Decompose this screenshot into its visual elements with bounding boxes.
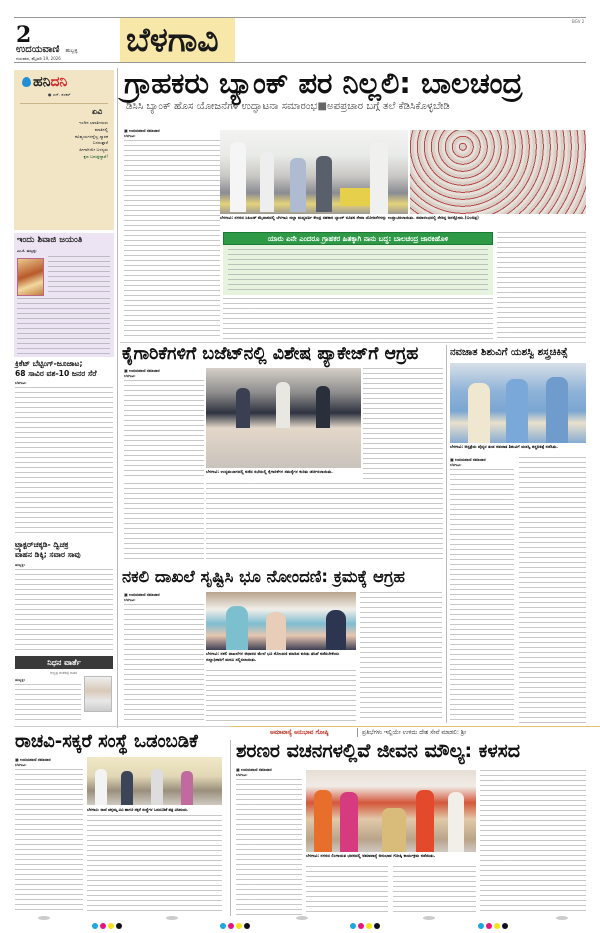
lamp-stand: [340, 188, 370, 206]
hanidani-logo: [22, 73, 67, 91]
person: [121, 771, 133, 805]
person: [506, 379, 528, 443]
sharana-caption: ಬೆಳಗಾವಿ: ನಗರದ ಲಿಂಗಾಯತ ಭವನದಲ್ಲಿ ಅಮಾವಾಸ್ಯೆ ಅನುಭಾವ ಗೋಷ್ಠಿ ಕಾರ್ಯಕ್ರಮ ನಡೆಯಿತು.: [306, 853, 436, 858]
industry-text-bottom: [206, 483, 443, 563]
magenta-dot: [486, 923, 492, 929]
surgery-text-col1: [450, 469, 514, 723]
black-dot: [502, 923, 508, 929]
accident-lead: ಹುಬ್ಬಳ್ಳಿ:: [15, 563, 26, 567]
land-byline: ■ ಉದಯವಾಣಿ ಸಮಾಚಾರ: [124, 592, 160, 597]
page-code: BGV 2: [572, 19, 585, 24]
lead-photo-crowd: [410, 130, 586, 214]
lead-text-col5: [497, 232, 586, 340]
surgery-caption: ಬೆಳಗಾವಿ: ಆಸ್ಪತ್ರೆಯ ವೈದ್ಯರ ತಂಡ ನವಜಾತ ಶಿಶುವಿಗೆ ಯಶಸ್ವಿ ಶಸ್ತ್ರಚಿಕಿತ್ಸೆ ನಡೆಸಿತು.: [450, 444, 558, 449]
land-text-bottom: [206, 670, 356, 722]
yellow-dot: [366, 923, 372, 929]
land-text-col1: [124, 604, 204, 722]
cyan-dot: [478, 923, 484, 929]
lead-photo-left: [220, 130, 408, 214]
strap-right: ಪ್ರತಿಭೆಗಳು ಇಲ್ಲಿಯೇ ಉಳಿದು ದೇಶ ಸೇವೆ ಮಾಡಲಿ: ಶ್ರೀ: [362, 729, 467, 736]
sharana-photo: [306, 770, 476, 852]
surgery-dateline: ಬೆಳಗಾವಿ:: [450, 463, 462, 467]
divider: [20, 103, 108, 104]
lead-text-bottom: [223, 298, 493, 340]
registration-mark: [556, 916, 568, 920]
paper-name: [16, 44, 78, 55]
industry-byline: ■ ಉದಯವಾಣಿ ಸಮಾಚಾರ: [124, 368, 160, 373]
land-photo: [206, 592, 356, 650]
accident-headline: [15, 540, 81, 560]
shivaji-portrait: [17, 258, 44, 296]
poem-line: ಕ್ಷಣ ಬದುಕ್ತಿದ್ದಾರೆ!: [83, 153, 108, 159]
person: [95, 769, 107, 805]
rcu-text-col1: [15, 769, 83, 914]
strap-left: ಅಮಾವಾಸ್ಯೆ ಅನುಭಾವ ಗೋಷ್ಠಿ: [270, 729, 329, 736]
surgery-text-col2: [519, 457, 586, 723]
lead-headline: ಗ್ರಾಹಕರು ಬ್ಯಾಂಕ್ ಪರ ನಿಲ್ಲಲಿ: ಬಾಲಚಂದ್ರ: [124, 66, 523, 100]
poem-title: ಏವಿ: [92, 107, 103, 116]
rcu-headline: ರಾಚವಿ-ಸಕ್ಕರೆ ಸಂಸ್ಥೆ ಒಡಂಬಡಿಕೆ: [15, 731, 198, 752]
sharana-headline: ಶರಣರ ವಚನಗಳಲ್ಲಿವೆ ಜೀವನ ಮೌಲ್ಯ: ಕಳಸದ: [236, 740, 521, 762]
poem-body: [22, 120, 108, 161]
person: [260, 152, 274, 212]
person: [316, 156, 332, 212]
poem-line: ಮಾತಿನಲ್ಲಿ: [94, 126, 108, 132]
obituary-banner: ನಿಧನ ವಾರ್ತೆ: [15, 656, 113, 669]
person: [316, 386, 330, 428]
registration-mark: [423, 916, 435, 920]
drop-icon: [22, 77, 31, 87]
accident-headline-2: ವಾಹನ ಡಿಕ್ಕಿ; ಸವಾರ ಸಾವು: [15, 550, 81, 559]
industry-dateline: ಬೆಳಗಾವಿ:: [124, 374, 136, 378]
accident-headline-1: ಟ್ರ್ಯಾಕ್ಟರ್‌ಚಕ್ಕಡಿ- ದ್ವಿಚಕ್ರ: [15, 540, 69, 549]
page-number: 2: [16, 22, 32, 48]
surgery-photo: [450, 363, 586, 443]
person: [266, 612, 286, 650]
highlight-box-body: [223, 245, 493, 295]
accident-text: [15, 569, 113, 653]
cricket-text: [15, 387, 113, 537]
logo-part-1: ಹನಿ: [33, 74, 51, 90]
column-rule: [117, 68, 118, 728]
cyan-dot: [220, 923, 226, 929]
person: [468, 383, 490, 443]
person: [416, 790, 434, 852]
lead-text-col1: [124, 140, 220, 340]
person-seated: [382, 808, 406, 852]
sharana-dateline: ಬೆಳಗಾವಿ:: [236, 773, 248, 777]
industry-text-col4: [363, 368, 443, 483]
sharana-text-col4: [393, 866, 476, 914]
person: [181, 771, 193, 805]
magenta-dot: [358, 923, 364, 929]
jayanti-title: ಇಂದು ಶಿವಾಜಿ ಜಯಂತಿ: [17, 235, 83, 245]
logo-part-2: ದನಿ: [50, 74, 68, 90]
person: [546, 377, 568, 443]
poem-line: ಹೀಗಾಗಿಯೇ ಬಳಸ್ಯರು: [79, 147, 108, 153]
poem-line: ಕವಿವ್ಯಯಗಳನ್ನೆಲ್ಲ ಸ್ಮಾರಕ: [75, 133, 108, 139]
person: [151, 769, 163, 805]
lead-caption: ಬೆಳಗಾವಿ: ನಗರದ ಸಿಪಿಎಡ್ ಮೈದಾನದಲ್ಲಿ ಬೆಳಗಾವಿ ಜಿಲ್ಲಾ ಮಧ್ಯವರ್ತಿ ಕೇಂದ್ರ ಸಹಕಾರ ಬ್ಯಾಂಕ್ ನೂತನ ಸೇವಾ ಯೋಜನೆಗಳನ್ನು ಉದ್ಘಾಟಿಸಲಾಯಿತು. ಸಮಾರಂಭದಲ್ಲಿ ಸೇರಿದ್ದ ಜನಸ್ತೋಮ.(ಬಲಚಿತ್ರ): [220, 215, 479, 220]
black-dot: [374, 923, 380, 929]
industry-text-col1: [124, 380, 204, 480]
person: [314, 790, 332, 852]
deck-part-2: ಅಪಪ್ರಚಾರ ಬಗ್ಗೆ ತಲೆ ಕೆಡಿಸಿಕೊಳ್ಳಬೇಡಿ: [326, 101, 450, 112]
cricket-headline-1: ಕ್ರಿಕೆಟ್ ಬೆಟ್ಟಿಂಗ್-ಜೂಜಾಟ;: [15, 359, 83, 368]
land-text-col4: [360, 592, 442, 722]
column-author: ● ಎನ್. ಶಂಕರ್: [48, 92, 71, 97]
jayanti-text: [48, 256, 110, 296]
sharana-byline: ■ ಉದಯವಾಣಿ ಸಮಾಚಾರ: [236, 767, 272, 772]
edition-tag: ಹುಬ್ಬಳ್ಳಿ: [65, 48, 78, 54]
paper-name-text: ಉದಯವಾಣಿ: [16, 44, 60, 55]
obituary-text: [15, 684, 81, 722]
person: [326, 610, 346, 650]
cmyk-marks: [478, 914, 510, 933]
person: [448, 792, 464, 852]
land-dateline: ಬೆಳಗಾವಿ:: [124, 598, 136, 602]
industry-headline: ಕೈಗಾರಿಕೆಗಳಿಗೆ ಬಜೆಟ್‌ನಲ್ಲಿ ವಿಶೇಷ ಪ್ಯಾಕೇಜ್‌ಗೆ ಆಗ್ರಹ: [122, 344, 419, 364]
person: [340, 792, 358, 852]
magenta-dot: [228, 923, 234, 929]
rcu-byline: ■ ಉದಯವಾಣಿ ಸಮಾಚಾರ: [15, 757, 51, 762]
deck-square-icon: ■: [317, 101, 327, 112]
poem-line: ಇಂದಿನ ಭಾರತೀಯರು: [79, 120, 108, 125]
jayanti-text-cont: [17, 298, 110, 355]
cricket-lead: ಬೆಳಗಾವಿ:: [15, 381, 27, 385]
cricket-headline-2: 68 ಸಾವಿರ ವಶ-10 ಜನರ ಸೆರೆ: [15, 369, 97, 378]
section-rule-bottom: [14, 726, 230, 727]
surgery-byline: ■ ಉದಯವಾಣಿ ಸಮಾಚಾರ: [450, 457, 486, 462]
cricket-headline: [15, 359, 97, 379]
lead-byline: ■ ಉದಯವಾಣಿ ಸಮಾಚಾರ: [124, 128, 160, 133]
surgery-headline: ನವಜಾತ ಶಿಶುವಿಗೆ ಯಶಸ್ವಿ ಶಸ್ತ್ರಚಿಕಿತ್ಸೆ: [450, 347, 568, 358]
strap-rule: [230, 726, 600, 727]
industry-photo: [206, 368, 361, 468]
column-rule-bottom: [230, 740, 231, 916]
registration-mark: [296, 916, 308, 920]
masthead-rule: [14, 62, 586, 63]
strap-separator: [357, 728, 358, 737]
cmyk-marks: [350, 914, 382, 933]
obituary-photo: [84, 676, 112, 712]
city-name: ಬೆಳಗಾವಿ: [126, 20, 219, 59]
top-rule: [14, 17, 586, 18]
yellow-dot: [494, 923, 500, 929]
cyan-dot: [350, 923, 356, 929]
person: [226, 606, 248, 650]
sharana-text-col5: [480, 770, 586, 914]
cmyk-marks: [220, 914, 252, 933]
industry-caption: ಬೆಳಗಾವಿ: ಉದ್ಯಮಬಾಗದಲ್ಲಿ ನಡೆದ ಸಭೆಯಲ್ಲಿ ಕೈಗಾರಿಕೆಗಳ ಸಮಸ್ಯೆಗಳ ಕುರಿತು ಚರ್ಚಿಸಲಾಯಿತು.: [206, 469, 333, 474]
sharana-text-col1: [236, 779, 302, 915]
rcu-dateline: ಬೆಳಗಾವಿ:: [15, 763, 27, 767]
jayanti-lead: ಎಂ.ಕೆ. ಹುಬ್ಬಳ್ಳಿ:: [17, 249, 37, 253]
rcu-photo: [87, 757, 222, 805]
rcu-caption: ಬೆಳಗಾವಿ: ರಾಣಿ ಚನ್ನಮ್ಮ ವಿವಿ ಹಾಗೂ ಸಕ್ಕರೆ ಸಂಸ್ಥೆಗಳ ಒಡಂಬಡಿಕೆ ಪತ್ರ ವಿನಿಮಯ.: [87, 807, 189, 812]
industry-text-col1b: [124, 483, 204, 563]
obituary-name: ಅಣ್ಣಪ್ಪ ಶಂಕರಪ್ಪ ಕಾವಳೆ: [50, 671, 78, 675]
magenta-dot: [100, 923, 106, 929]
cyan-dot: [92, 923, 98, 929]
issue-date: ಗುರುವಾರ, ಫೆಬ್ರವರಿ 19, 2026: [16, 56, 61, 61]
person: [236, 388, 250, 428]
rcu-text-bottom: [87, 815, 222, 914]
highlight-box-title: ಯಾರು ಏನೇ ಎಂದರೂ ಗ್ರಾಹಕರ ಹಿತಕ್ಕಾಗಿ ನಾನು ಬದ್ಧ: ಬಾಲಚಂದ್ರ ಜಾರಕಿಹೊಳಿ: [223, 232, 493, 245]
column-rule-right: [446, 345, 447, 723]
person: [230, 142, 246, 212]
land-headline: ನಕಲಿ ದಾಖಲೆ ಸೃಷ್ಟಿಸಿ ಭೂ ನೋಂದಣಿ: ಕ್ರಮಕ್ಕೆ ಆಗ್ರಹ: [122, 567, 405, 586]
person: [290, 158, 306, 212]
obituary-lead: ಹುಬ್ಬಳ್ಳಿ:: [15, 678, 26, 682]
registration-mark: [166, 916, 178, 920]
black-dot: [244, 923, 250, 929]
black-dot: [116, 923, 122, 929]
lead-deck: [126, 101, 450, 113]
person: [276, 382, 290, 428]
registration-mark: [38, 916, 50, 920]
land-caption: ಬೆಳಗಾವಿ: ನಕಲಿ ದಾಖಲೆಗಳ ಆಧಾರದ ಮೇಲೆ ಭೂ ನೋಂದಣಿ ಮಾಡಿದ ಕುರಿತು ತನಿಖೆ ನಡೆಸಬೇಕೆಂದು ಜಿಲ್ಲಾಧಿಕಾರಿಗೆ ಮನವಿ ಸಲ್ಲಿಸಲಾಯಿತು.: [206, 651, 340, 662]
lead-dateline: ಬೆಳಗಾವಿ:: [124, 134, 136, 138]
deck-part-1: ಡಿಸಿಸಿ ಬ್ಯಾಂಕ್ ಹೊಸ ಯೋಜನೆಗಳ ಉದ್ಘಾಟನಾ ಸಮಾರಂಭ: [126, 101, 318, 112]
cmyk-marks: [92, 914, 124, 933]
poem-line: ಬಳಸುತ್ತಾರೆ: [92, 140, 108, 146]
highlight-text: [228, 249, 488, 291]
yellow-dot: [108, 923, 114, 929]
yellow-dot: [236, 923, 242, 929]
sharana-text-col3: [306, 866, 388, 914]
person: [370, 142, 388, 214]
